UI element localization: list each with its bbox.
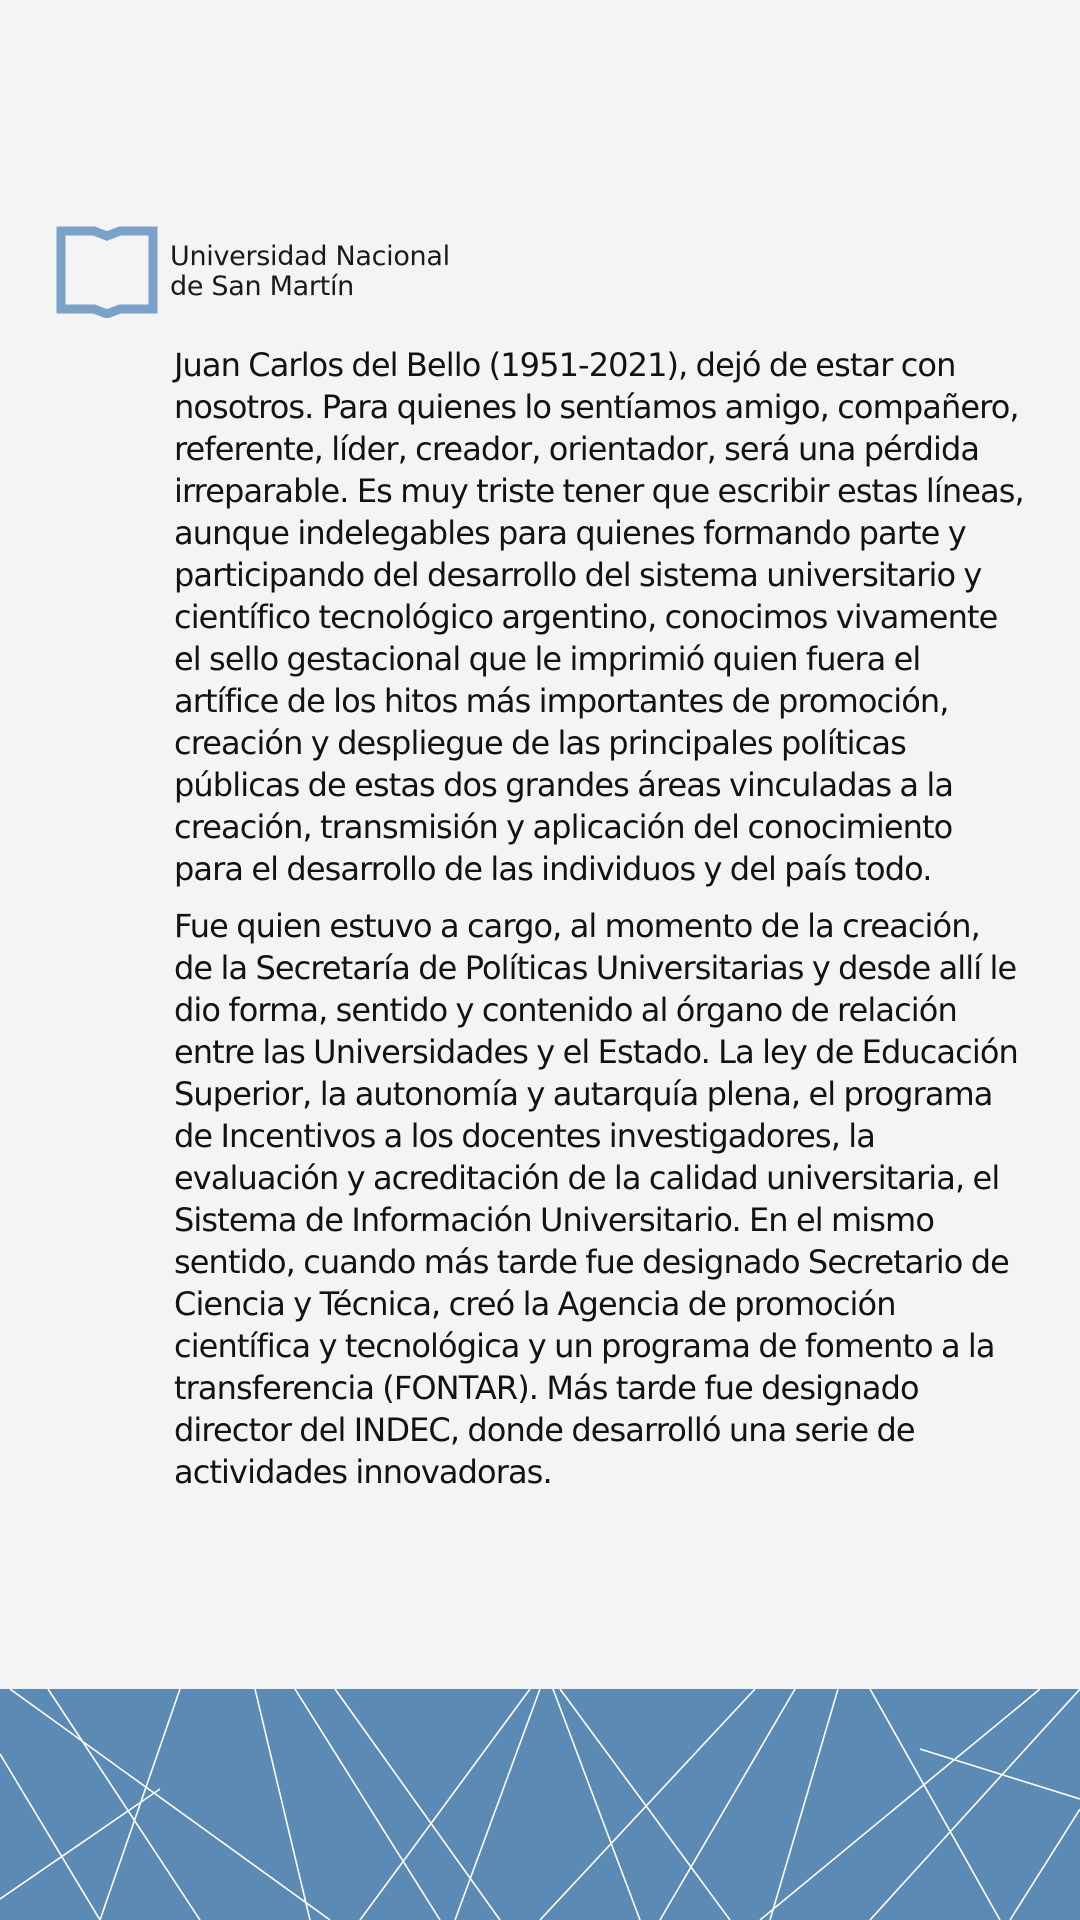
institution-name-line1: Universidad Nacional	[170, 241, 450, 272]
institution-name-line2: de San Martín	[170, 271, 354, 302]
geometric-lines-pattern	[0, 1689, 1080, 1920]
footer-pattern-banner	[0, 1689, 1080, 1920]
institution-name	[170, 242, 450, 302]
paragraph-1: Juan Carlos del Bello (1951-2021), dejó de estar con nosotros. Para quienes lo sentíamos amigo, compañero, referente, líder, creador, orientador, será una pérdida irreparable. Es muy triste tener que escribir estas líneas, aunque indelegables para quienes formando parte y participando del desarrollo del sistema universitario y científico tecnológico argentino, conocimos vivamente el sello gestacional que le imprimió quien fuera el artífice de los hitos más importantes de promoción, creación y despliegue de las principales políticas públicas de estas dos grandes áreas vinculadas a la creación, transmisión y aplicación del conocimiento para el desarrollo de las individuos y del país todo.	[174, 346, 1024, 888]
paragraph-2: Fue quien estuvo a cargo, al momento de la creación, de la Secretaría de Políticas Universitarias y desde allí le dio forma, sentido y contenido al órgano de relación entre las Universidades y el Estado. La ley de Educación Superior, la autonomía y autarquía plena, el programa de Incentivos a los docentes investigadores, la evaluación y acreditación de la calidad universitaria, el Sistema de Información Universitario. En el mismo sentido, cuando más tarde fue designado Secretario de Ciencia y Técnica, creó la Agencia de promoción científica y tecnológica y un programa de fomento a la transferencia (FONTAR). Más tarde fue designado director del INDEC, donde desarrolló una serie de actividades innovadoras.	[174, 907, 1018, 1491]
university-logo	[56, 226, 450, 318]
article-body	[174, 344, 1024, 1508]
open-book-icon	[56, 226, 158, 318]
